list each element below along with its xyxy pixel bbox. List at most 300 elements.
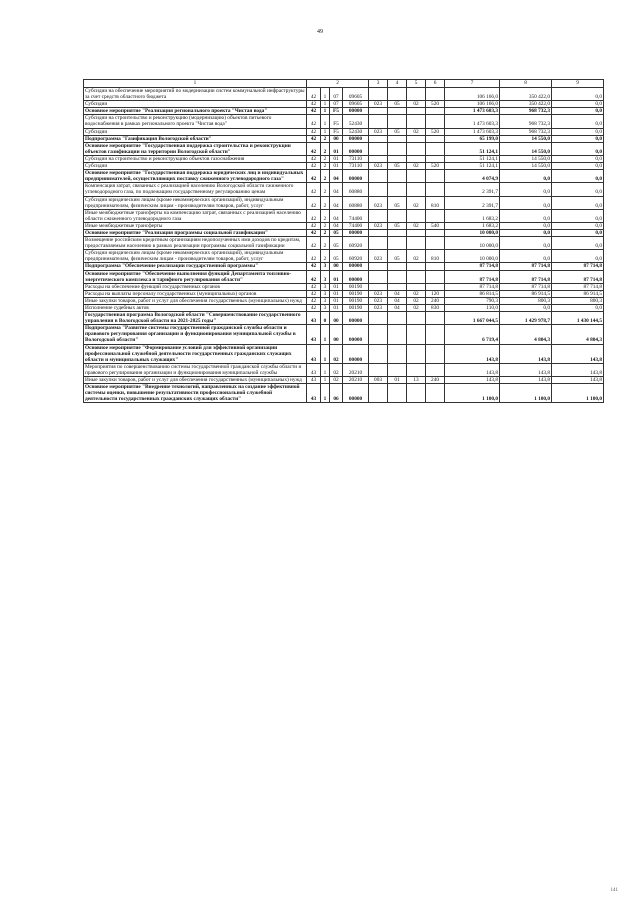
code-event: 01 [330, 290, 343, 297]
amount-year-3: 0,0 [552, 115, 604, 128]
amount-year-3: 0,0 [552, 229, 604, 236]
code-program: 42 [307, 170, 321, 183]
code-program: 42 [307, 142, 321, 155]
code-direction: 60920 [343, 250, 369, 263]
header-cell: 1 [84, 80, 307, 88]
code-subprogram: 2 [321, 250, 330, 263]
amount-year-3: 0,0 [552, 222, 604, 229]
code-expense-type [426, 183, 445, 196]
code-subprogram: 2 [321, 155, 330, 162]
code-event: 01 [330, 283, 343, 290]
code-program: 43 [307, 312, 321, 325]
code-direction: 52430 [343, 128, 369, 135]
code-subsection [407, 142, 426, 155]
code-ministry: 023 [369, 222, 388, 229]
amount-year-1: 87 714,8 [445, 270, 500, 283]
code-program: 42 [307, 88, 321, 101]
code-section: 05 [388, 250, 407, 263]
code-subprogram: 2 [321, 183, 330, 196]
code-subprogram: 3 [321, 263, 330, 270]
code-event: 00 [330, 312, 343, 325]
code-program: 42 [307, 229, 321, 236]
code-subprogram: 1 [321, 384, 330, 403]
code-program: 42 [307, 135, 321, 142]
code-direction: 00000 [343, 270, 369, 283]
code-ministry: 023 [369, 128, 388, 135]
amount-year-1: 143,8 [445, 344, 500, 363]
header-cell: 6 [426, 80, 445, 88]
table-row [84, 222, 604, 229]
table-row [84, 325, 604, 344]
amount-year-1: 4 074,9 [445, 170, 500, 183]
amount-year-2: 1 100,0 [500, 384, 552, 403]
code-subsection: 02 [407, 250, 426, 263]
code-ministry [369, 88, 388, 101]
code-subprogram: 2 [321, 196, 330, 209]
code-event: 07 [330, 88, 343, 101]
code-subprogram: 2 [321, 237, 330, 250]
code-direction: 00190 [343, 283, 369, 290]
table-row [84, 108, 604, 115]
table-row [84, 305, 604, 312]
code-subsection: 02 [407, 101, 426, 108]
row-name: Субсидии юридическим лицам (кроме некоммерческих организаций), индивидуальным предпринимателям, физическим лицам - производителям товаров, работ, услуг [84, 250, 307, 263]
code-subsection [407, 270, 426, 283]
code-subsection [407, 384, 426, 403]
table-row [84, 312, 604, 325]
row-name: Иные закупки товаров, работ и услуг для обеспечения государственных (муниципальных) нужд [84, 377, 307, 384]
amount-year-3: 0,0 [552, 128, 604, 135]
code-expense-type: 830 [426, 305, 445, 312]
table-row [84, 128, 604, 135]
amount-year-1: 10 000,0 [445, 229, 500, 236]
code-event: 00 [330, 325, 343, 344]
code-expense-type [426, 263, 445, 270]
code-expense-type: 810 [426, 250, 445, 263]
code-subprogram: 1 [321, 128, 330, 135]
code-direction: 60880 [343, 183, 369, 196]
amount-year-3: 143,8 [552, 344, 604, 363]
code-program: 43 [307, 344, 321, 363]
amount-year-2: 14 550,0 [500, 163, 552, 170]
row-name: Субсидии юридическим лицам (кроме некоммерческих организаций), индивидуальным предпринимателям, физическим лицам - производителям товаров, работ, услуг [84, 196, 307, 209]
code-direction: 00000 [343, 108, 369, 115]
code-direction: 00190 [343, 290, 369, 297]
code-section [388, 209, 407, 222]
code-section: 04 [388, 297, 407, 304]
code-section [388, 237, 407, 250]
code-event: 01 [330, 142, 343, 155]
code-event: 01 [330, 297, 343, 304]
code-ministry [369, 115, 388, 128]
amount-year-1: 1 100,0 [445, 384, 500, 403]
row-name: Расходы на выплаты персоналу государственных (муниципальных) органов [84, 290, 307, 297]
row-name: Основное мероприятие "Государственная поддержка строительства и реконструкции объектов газификации на территории Вологодской области" [84, 142, 307, 155]
code-direction: 52430 [343, 115, 369, 128]
code-subsection [407, 209, 426, 222]
code-section [388, 283, 407, 290]
code-expense-type: 810 [426, 196, 445, 209]
code-program: 42 [307, 209, 321, 222]
header-cell: 2 [307, 80, 369, 88]
code-direction: 00000 [343, 325, 369, 344]
amount-year-1: 51 124,1 [445, 142, 500, 155]
row-name: Субсидии на строительство и реконструкцию (модернизацию) объектов питьевого водоснабжения в рамках регионального проекта "Чистая вода" [84, 115, 307, 128]
code-ministry [369, 183, 388, 196]
table-row [84, 229, 604, 236]
code-subprogram: 3 [321, 270, 330, 283]
code-subprogram: 2 [321, 170, 330, 183]
code-subprogram: 2 [321, 163, 330, 170]
row-name: Подпрограмма "Обеспечение реализации государственной программы" [84, 263, 307, 270]
code-section [388, 135, 407, 142]
amount-year-1: 51 124,1 [445, 155, 500, 162]
code-program: 42 [307, 101, 321, 108]
table-row [84, 101, 604, 108]
code-program: 42 [307, 297, 321, 304]
code-direction: 60880 [343, 196, 369, 209]
code-expense-type [426, 229, 445, 236]
amount-year-3: 0,0 [552, 196, 604, 209]
amount-year-2: 86 914,5 [500, 290, 552, 297]
row-name: Основное мероприятие "Формирование условий для эффективной организации профессиональной служебной деятельности государственных гражданских служащих области и муниципальных служащих" [84, 344, 307, 363]
amount-year-3: 0,0 [552, 142, 604, 155]
table-row [84, 88, 604, 101]
code-event: 01 [330, 270, 343, 283]
table-row [84, 290, 604, 297]
code-subprogram: 1 [321, 108, 330, 115]
code-subprogram: 2 [321, 222, 330, 229]
code-direction: 74400 [343, 209, 369, 222]
amount-year-2: 143,8 [500, 377, 552, 384]
amount-year-2: 4 804,3 [500, 325, 552, 344]
code-program: 42 [307, 263, 321, 270]
table-row [84, 209, 604, 222]
code-subsection [407, 325, 426, 344]
amount-year-1: 65 199,0 [445, 135, 500, 142]
amount-year-1: 1 683,2 [445, 222, 500, 229]
code-program: 42 [307, 163, 321, 170]
code-ministry: 023 [369, 196, 388, 209]
code-event: 04 [330, 222, 343, 229]
code-subprogram: 1 [321, 363, 330, 376]
amount-year-1: 1 473 603,3 [445, 128, 500, 135]
code-direction: 00190 [343, 305, 369, 312]
code-ministry [369, 325, 388, 344]
code-program: 42 [307, 283, 321, 290]
header-cell: 3 [369, 80, 388, 88]
code-program: 43 [307, 384, 321, 403]
amount-year-3: 0,0 [552, 305, 604, 312]
code-direction: 00190 [343, 297, 369, 304]
code-expense-type [426, 209, 445, 222]
row-name: Основное мероприятие "Реализация регионального проекта "Чистая вода" [84, 108, 307, 115]
amount-year-2: 87 714,8 [500, 263, 552, 270]
code-section [388, 263, 407, 270]
code-expense-type [426, 344, 445, 363]
code-subprogram: 2 [321, 142, 330, 155]
amount-year-1: 1 683,2 [445, 209, 500, 222]
amount-year-1: 106 166,0 [445, 88, 500, 101]
amount-year-1: 6 719,4 [445, 325, 500, 344]
code-subsection: 02 [407, 290, 426, 297]
code-section: 05 [388, 128, 407, 135]
code-subsection: 02 [407, 222, 426, 229]
code-subsection: 02 [407, 128, 426, 135]
amount-year-1: 1 473 603,3 [445, 108, 500, 115]
row-name: Субсидии на строительство и реконструкцию объектов газоснабжения [84, 155, 307, 162]
amount-year-3: 0,0 [552, 135, 604, 142]
code-ministry [369, 363, 388, 376]
page-number: 49 [317, 29, 323, 35]
table-row [84, 363, 604, 376]
row-name: Основное мероприятие "Государственная поддержка юридических лиц и индивидуальных предпринимателей, осуществляющих поставку сжиженного углеводородного газа" [84, 170, 307, 183]
header-cell: 5 [407, 80, 426, 88]
amount-year-3: 0,0 [552, 88, 604, 101]
code-expense-type: 240 [426, 297, 445, 304]
amount-year-3: 86 914,5 [552, 290, 604, 297]
amount-year-3: 0,0 [552, 101, 604, 108]
amount-year-2: 350 422,0 [500, 101, 552, 108]
code-section [388, 142, 407, 155]
code-expense-type: 540 [426, 222, 445, 229]
amount-year-3: 0,0 [552, 237, 604, 250]
code-direction: 20210 [343, 363, 369, 376]
code-section [388, 363, 407, 376]
amount-year-2: 0,0 [500, 237, 552, 250]
code-event: F5 [330, 108, 343, 115]
code-expense-type [426, 283, 445, 290]
code-event: 04 [330, 183, 343, 196]
code-ministry: 023 [369, 250, 388, 263]
code-ministry: 003 [369, 377, 388, 384]
code-expense-type [426, 155, 445, 162]
amount-year-2: 87 714,8 [500, 283, 552, 290]
code-program: 43 [307, 325, 321, 344]
code-section: 04 [388, 290, 407, 297]
code-direction: 00000 [343, 135, 369, 142]
table-row [84, 237, 604, 250]
code-ministry [369, 237, 388, 250]
amount-year-2: 0,0 [500, 209, 552, 222]
table-row [84, 196, 604, 209]
code-section [388, 108, 407, 115]
code-section [388, 270, 407, 283]
code-expense-type [426, 312, 445, 325]
code-ministry: 023 [369, 163, 388, 170]
code-ministry [369, 155, 388, 162]
row-name: Исполнение судебных актов [84, 305, 307, 312]
code-ministry: 023 [369, 297, 388, 304]
amount-year-3: 143,8 [552, 377, 604, 384]
amount-year-2: 968 732,3 [500, 115, 552, 128]
code-event: 06 [330, 384, 343, 403]
amount-year-3: 0,0 [552, 183, 604, 196]
table-row [84, 142, 604, 155]
code-section: 04 [388, 305, 407, 312]
code-ministry [369, 170, 388, 183]
code-subprogram: 1 [321, 88, 330, 101]
code-subsection [407, 229, 426, 236]
code-expense-type [426, 115, 445, 128]
code-expense-type [426, 108, 445, 115]
code-ministry [369, 270, 388, 283]
code-subprogram: 1 [321, 325, 330, 344]
amount-year-3: 87 714,8 [552, 283, 604, 290]
code-section: 05 [388, 163, 407, 170]
code-program: 42 [307, 250, 321, 263]
budget-table [83, 79, 604, 403]
code-subprogram: 3 [321, 283, 330, 290]
code-subsection [407, 135, 426, 142]
amount-year-1: 87 714,8 [445, 283, 500, 290]
amount-year-2: 0,0 [500, 196, 552, 209]
code-subsection [407, 312, 426, 325]
table-row [84, 344, 604, 363]
code-subsection [407, 344, 426, 363]
code-expense-type [426, 384, 445, 403]
code-subsection: 13 [407, 377, 426, 384]
code-subprogram: 2 [321, 209, 330, 222]
code-program: 42 [307, 196, 321, 209]
amount-year-1: 1 667 044,5 [445, 312, 500, 325]
amount-year-3: 87 714,8 [552, 263, 604, 270]
code-ministry [369, 229, 388, 236]
code-expense-type [426, 363, 445, 376]
code-section: 05 [388, 196, 407, 209]
code-section [388, 155, 407, 162]
table-row [84, 377, 604, 384]
amount-year-1: 110,0 [445, 305, 500, 312]
amount-year-2: 0,0 [500, 305, 552, 312]
code-direction: 00000 [343, 384, 369, 403]
code-section [388, 88, 407, 101]
code-section [388, 312, 407, 325]
code-subsection [407, 88, 426, 101]
row-name: Расходы на обеспечение функций государственных органов [84, 283, 307, 290]
code-ministry [369, 384, 388, 403]
table-row [84, 163, 604, 170]
amount-year-3: 1 100,0 [552, 384, 604, 403]
code-subprogram: 1 [321, 115, 330, 128]
code-subprogram: 3 [321, 297, 330, 304]
code-subsection [407, 155, 426, 162]
code-expense-type [426, 270, 445, 283]
code-expense-type [426, 135, 445, 142]
code-event: F5 [330, 115, 343, 128]
code-subsection [407, 363, 426, 376]
code-subprogram: 3 [321, 305, 330, 312]
code-subsection [407, 237, 426, 250]
amount-year-2: 350 422,0 [500, 88, 552, 101]
row-name: Подпрограмма "Газификация Вологодской области" [84, 135, 307, 142]
amount-year-3: 143,8 [552, 363, 604, 376]
row-name: Субсидии на обеспечение мероприятий по модернизации систем коммунальной инфраструктуры за счет средств областного бюджета [85, 88, 305, 101]
code-subprogram: 2 [321, 135, 330, 142]
code-direction: 00000 [343, 170, 369, 183]
code-subprogram: 1 [321, 101, 330, 108]
code-event: 00 [330, 135, 343, 142]
row-name: Мероприятия по совершенствованию системы государственной гражданской службы области и правового регулирования организации и функционирования муниципальной службы [84, 363, 307, 376]
code-program: 43 [307, 363, 321, 376]
code-event: 02 [330, 344, 343, 363]
code-direction: 09605 [343, 101, 369, 108]
amount-year-3: 0,0 [552, 170, 604, 183]
amount-year-3: 800,3 [552, 297, 604, 304]
amount-year-2: 968 732,3 [500, 108, 552, 115]
amount-year-3: 87 714,8 [552, 270, 604, 283]
code-expense-type [426, 237, 445, 250]
code-program: 43 [307, 377, 321, 384]
code-event: 04 [330, 170, 343, 183]
code-direction: 00000 [343, 263, 369, 270]
amount-year-1: 1 473 603,3 [445, 115, 500, 128]
code-direction: 00000 [343, 344, 369, 363]
table-row [84, 115, 604, 128]
amount-year-1: 10 000,0 [445, 237, 500, 250]
amount-year-1: 106 166,0 [445, 101, 500, 108]
code-event: 01 [330, 163, 343, 170]
code-program: 42 [307, 222, 321, 229]
table-row [84, 297, 604, 304]
code-section [388, 384, 407, 403]
code-event: 04 [330, 196, 343, 209]
code-ministry [369, 142, 388, 155]
code-expense-type [426, 325, 445, 344]
code-direction: 60920 [343, 237, 369, 250]
row-name: Компенсация затрат, связанных с реализацией населению Вологодской области сжиженного углеводородного газа, по подлежащим государственному регулированию ценам [84, 183, 307, 196]
code-event: 02 [330, 363, 343, 376]
corner-mark: 141 [610, 888, 618, 893]
code-direction: 73110 [343, 155, 369, 162]
amount-year-1: 2 391,7 [445, 196, 500, 209]
code-event: 04 [330, 209, 343, 222]
code-program: 42 [307, 183, 321, 196]
code-event: 01 [330, 305, 343, 312]
code-ministry [369, 312, 388, 325]
table-row [84, 135, 604, 142]
row-name: Иные межбюджетные трансферты на компенсацию затрат, связанных с реализацией населению области сжиженного углеводородного газа [84, 209, 307, 222]
amount-year-2: 0,0 [500, 170, 552, 183]
code-program: 42 [307, 128, 321, 135]
code-subsection: 02 [407, 305, 426, 312]
code-expense-type [426, 142, 445, 155]
amount-year-2: 14 550,0 [500, 155, 552, 162]
code-expense-type [426, 88, 445, 101]
code-event: F5 [330, 128, 343, 135]
amount-year-2: 143,8 [500, 344, 552, 363]
amount-year-3: 0,0 [552, 250, 604, 263]
amount-year-2: 14 550,0 [500, 142, 552, 155]
code-subsection [407, 115, 426, 128]
code-subsection: 02 [407, 163, 426, 170]
code-direction: 20210 [343, 377, 369, 384]
amount-year-1: 10 000,0 [445, 250, 500, 263]
code-direction: 74400 [343, 222, 369, 229]
code-program: 42 [307, 290, 321, 297]
code-section [388, 115, 407, 128]
code-expense-type: 520 [426, 128, 445, 135]
code-subprogram: 3 [321, 290, 330, 297]
code-ministry: 023 [369, 305, 388, 312]
row-name: Основное мероприятие "Внедрение технологий, направленных на создание эффективной системы оценки, повышение результативности профессиональной служебной деятельности государственных гражданских служащих области" [84, 384, 307, 403]
code-subsection [407, 183, 426, 196]
code-subprogram: 2 [321, 229, 330, 236]
row-name: Иные межбюджетные трансферты [84, 222, 307, 229]
row-name: Возмещение российским кредитным организациям недополученных ими доходов по кредитам, предоставляемым населению в рамках реализации программы социальной газификации [84, 237, 307, 250]
table-row [84, 155, 604, 162]
code-program: 42 [307, 305, 321, 312]
